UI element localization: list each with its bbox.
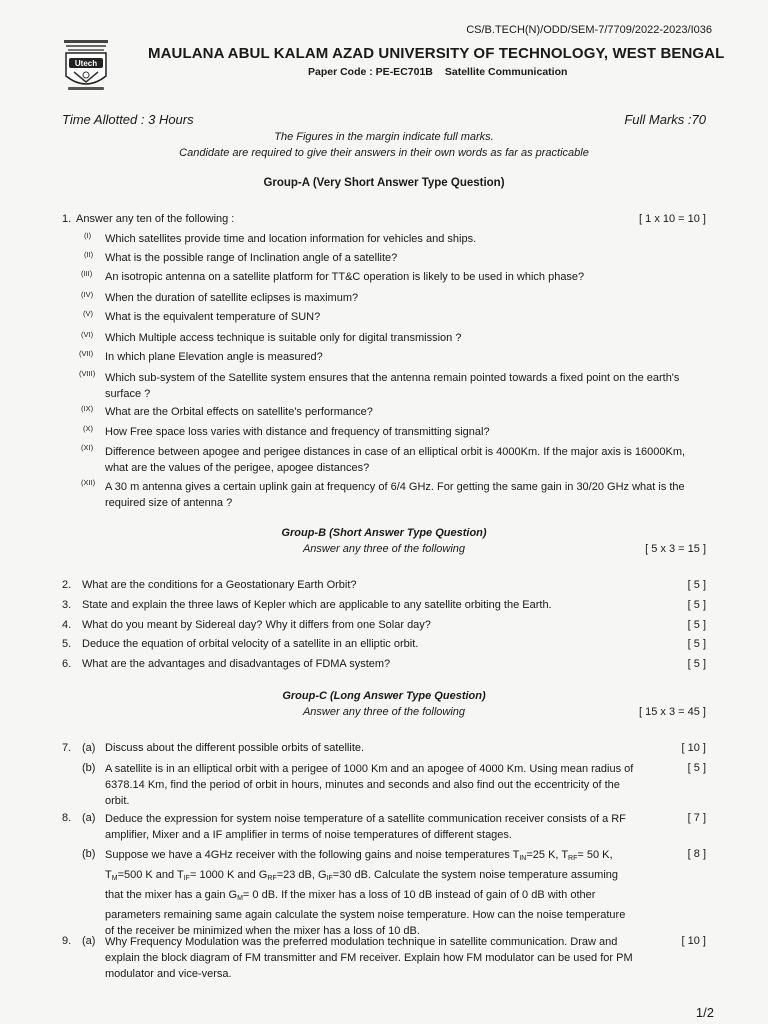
sub-question-number: (III) [81,269,93,278]
question-text: Answer any ten of the following : [76,213,235,225]
question-number: 8. [62,812,72,824]
sub-question-text: A 30 m antenna gives a certain uplink gain at frequency of 6/4 GHz. For getting the same gain in 30/20 GHz what is the required size of antenna ? [105,481,685,509]
question-marks: [ 5 ] [687,638,706,650]
question-marks: [ 5 ] [687,658,706,670]
sub-question-number: (X) [83,424,93,433]
question-marks: [ 7 ] [687,812,706,824]
question-marks: [ 5 ] [687,599,706,611]
question-marks: [ 5 ] [687,762,706,774]
question-text: A satellite is in an elliptical orbit with a perigee of 1000 Km and an apogee of 4000 Km. Using mean radius of 6378.14 Km, find the period of orbit in hours, minutes and seconds and also find out the eccentricity of the orbit. [105,763,634,807]
sub-question-number: (XI) [81,443,94,452]
question-text: Deduce the expression for system noise temperature of a satellite communication receiver consists of a RF amplifier, Mixer and a IF amplifier in terms of noise temperatures of different stages. [105,813,626,841]
question-marks: [ 1 x 10 = 10 ] [639,213,706,225]
group-a-title: Group-A (Very Short Answer Type Question) [263,177,505,189]
instruction-line: Candidate are required to give their answers in their own words as far as practicable [179,147,589,159]
sub-question-text: What is the possible range of Inclination angle of a satellite? [105,252,398,264]
sub-question-text: Which satellites provide time and location information for vehicles and ships. [105,233,477,245]
question-number: 5. [62,638,72,650]
group-c-subtitle: Answer any three of the following [302,706,466,718]
question-text: Suppose we have a 4GHz receiver with the following gains and noise temperatures $T_{IN}=25$ K, $T_{RF}= 50$ K, $T_M=500$ K and $T_{IF}= 1000$ K and $G_{RF}=23$ dB, $G_{IF}=30$ dB. Calculate the system noise temperature assuming that the mixer has a gain $G_M= 0$ dB. If the mixer has a loss of 10 dB instead of gain of 0 dB with other parameters remaining same again calculate the system noise temperature. How can the noise temperature of the receiver be minimized when the mixer has a loss of 10 dB. [105,849,626,937]
paper-info [308,66,567,78]
sub-question-number: (VIII) [79,369,96,378]
question-text: State and explain the three laws of Kepler which are applicable to any satellite orbiting the Earth. [82,599,552,611]
time-allotted: Time Allotted : 3 Hours [62,112,194,127]
question-text: Deduce the equation of orbital velocity of a satellite in an elliptic orbit. [82,638,419,650]
question-marks: [ 10 ] [681,935,706,947]
sub-question-number: (VII) [79,349,94,358]
question-number: 9. [62,935,72,947]
question-marks: [ 5 ] [687,619,706,631]
question-number: 4. [62,619,72,631]
sub-question-number: (VI) [81,330,94,339]
group-c-title: Group-C (Long Answer Type Question) [282,690,486,702]
question-number: 1. [62,213,72,225]
sub-question-text: Difference between apogee and perigee distances in case of an elliptical orbit is 4000Km. If the major axis is 16000Km, what are the values of the perigee, apogee distances? [105,446,686,474]
question-marks: [ 10 ] [681,742,706,754]
question-part: (a) [82,812,96,824]
sub-question-text: When the duration of satellite eclipses is maximum? [105,292,359,304]
sub-question-text: Which sub-system of the Satellite system ensures that the antenna remain pointed towards a fixed point on the earth's surface ? [105,372,680,400]
sub-question-number: (II) [84,250,94,259]
question-number: 3. [62,599,72,611]
sub-question-text: What is the equivalent temperature of SUN? [105,311,321,323]
page-number: 1/2 [695,1005,714,1020]
sub-question-text: Which Multiple access technique is suitable only for digital transmission ? [105,332,462,344]
paper-subject: Satellite Communication [444,66,568,78]
question-text: What do you meant by Sidereal day? Why it differs from one Solar day? [82,619,431,631]
logo-text: Utech [74,59,98,68]
question-part: (b) [82,848,96,860]
sub-question-text: In which plane Elevation angle is measured? [105,351,323,363]
question-part: (a) [82,742,96,754]
instruction-line: The Figures in the margin indicate full marks. [274,131,494,143]
question-marks: [ 5 ] [687,579,706,591]
sub-question-text: What are the Orbital effects on satellite's performance? [105,406,373,418]
question-number: 2. [62,579,72,591]
question-text: What are the advantages and disadvantages of FDMA system? [82,658,391,670]
question-part: (a) [82,935,96,947]
question-part: (b) [82,762,96,774]
sub-question-text: How Free space loss varies with distance and frequency of transmitting signal? [105,426,490,438]
group-b-subtitle: Answer any three of the following [302,543,466,555]
university-logo [60,38,112,96]
group-b-marks: [ 5 x 3 = 15 ] [645,543,706,555]
question-text: Why Frequency Modulation was the preferred modulation technique in satellite communication. Draw and explain the block diagram of FM transmitter and FM receiver. Explain how FM modulator can be used for PM modulator and vice-versa. [105,936,633,980]
exam-code: CS/B.TECH(N)/ODD/SEM-7/7709/2022-2023/I036 [466,24,712,36]
paper-code: Paper Code : PE-EC701B [308,66,433,78]
question-text: Discuss about the different possible orbits of satellite. [105,742,365,754]
university-name: MAULANA ABUL KALAM AZAD UNIVERSITY OF TECHNOLOGY, WEST BENGAL [148,45,725,62]
sub-question-number: (V) [83,309,93,318]
question-number: 7. [62,742,72,754]
question-marks: [ 8 ] [687,848,706,860]
sub-question-number: (IV) [81,290,94,299]
sub-question-number: (IX) [81,404,94,413]
sub-question-number: (XII) [81,478,96,487]
question-text: What are the conditions for a Geostationary Earth Orbit? [82,579,357,591]
group-b-title: Group-B (Short Answer Type Question) [281,527,487,539]
sub-question-text: An isotropic antenna on a satellite platform for TT&C operation is likely to be used in which phase? [105,271,585,283]
group-c-marks: [ 15 x 3 = 45 ] [639,706,706,718]
full-marks: Full Marks :70 [624,112,706,127]
question-number: 6. [62,658,72,670]
sub-question-number: (I) [84,231,92,240]
